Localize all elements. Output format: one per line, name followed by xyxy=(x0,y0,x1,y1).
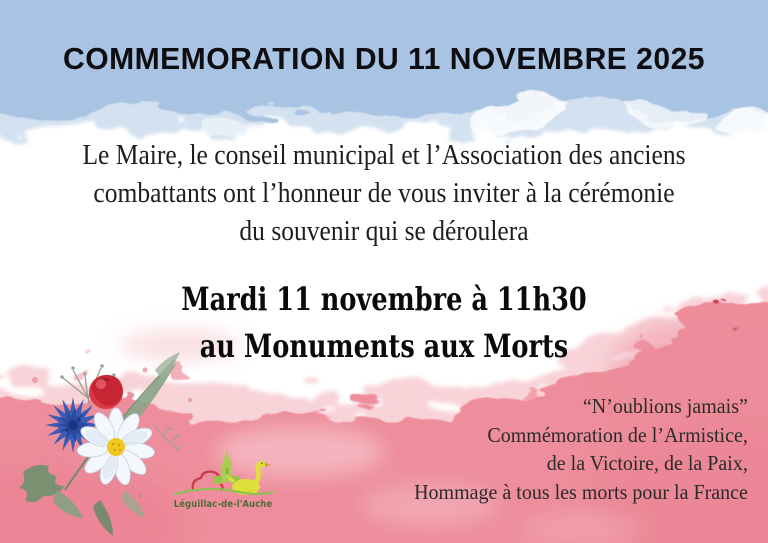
commune-logo xyxy=(160,450,286,510)
event-location: au Monuments aux Morts xyxy=(199,327,569,365)
memorial-quote xyxy=(389,392,748,506)
memorial-line-4: Hommage à tous les morts pour la France xyxy=(414,479,748,504)
memorial-line-2: Commémoration de l’Armistice, xyxy=(487,422,748,447)
poster-title: COMMEMORATION DU 11 NOVEMBRE 2025 xyxy=(62,41,706,76)
intro-line-2: combattants ont l’honneur de vous inviter à la cérémonie xyxy=(93,177,675,209)
flower-bouquet-icon xyxy=(5,340,220,543)
commune-goose-church-icon xyxy=(163,450,283,498)
memorial-line-3: de la Victoire, de la Paix, xyxy=(546,451,748,475)
intro-line-1: Le Maire, le conseil municipal et l’Association des anciens xyxy=(82,139,686,171)
event-date-time: Mardi 11 novembre à 11h30 xyxy=(181,280,587,318)
memorial-line-1: “N’oublions jamais” xyxy=(583,394,748,418)
event-details xyxy=(0,276,768,370)
intro-line-3: du souvenir qui se déroulera xyxy=(239,215,529,247)
commune-logo-text: Léguillac-de-l'Auche xyxy=(173,499,273,510)
intro-paragraph xyxy=(0,136,768,250)
